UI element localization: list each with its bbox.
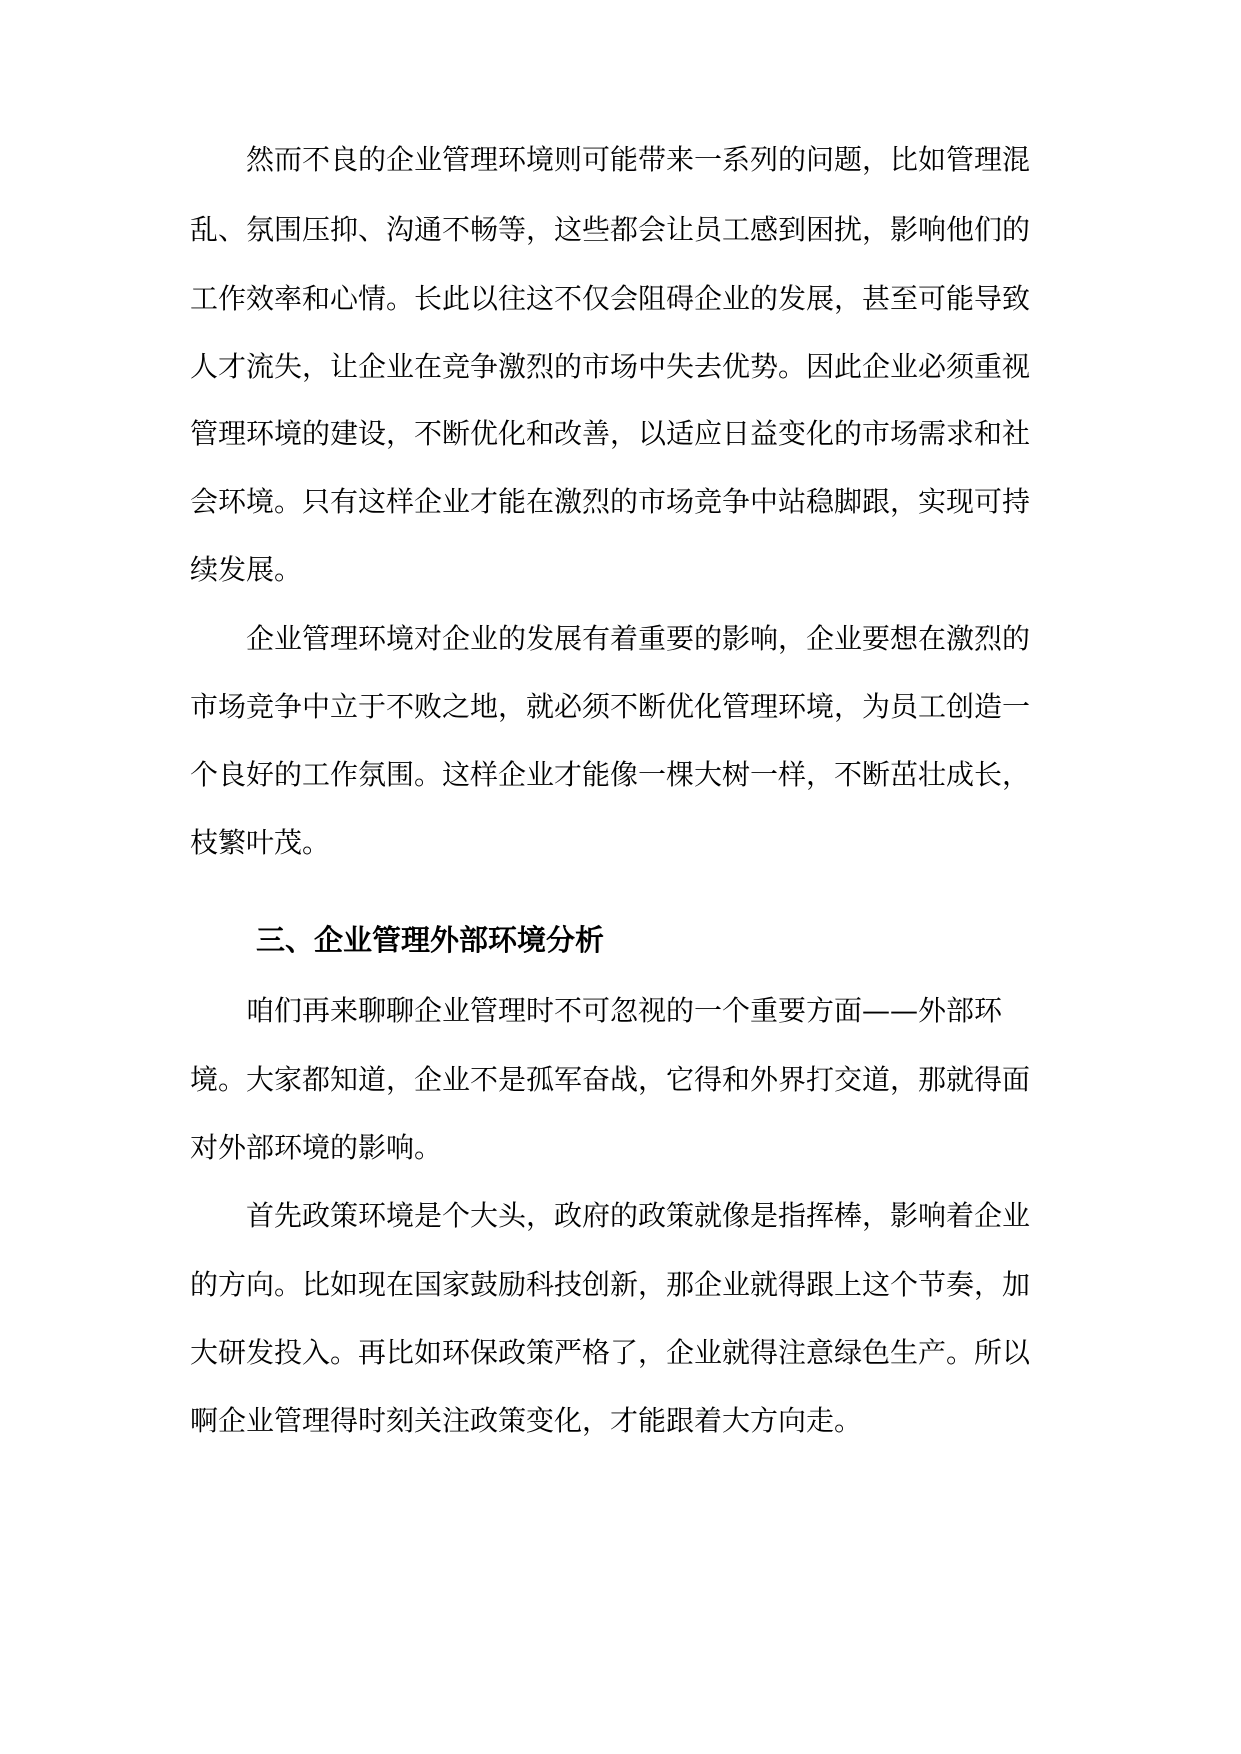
section-paragraph-1-line-1: 咱们再来聊聊企业管理时不可忽视的一个重要方面——外部环 [246, 994, 1003, 1027]
paragraph-1-line-1: 然而不良的企业管理环境则可能带来一系列的问题，比如管理混 [246, 143, 1031, 176]
paragraph-1-line-6: 会环境。只有这样企业才能在激烈的市场竞争中站稳脚跟，实现可持 [190, 485, 1031, 518]
paragraph-1-line-3: 工作效率和心情。长此以往这不仅会阻碍企业的发展，甚至可能导致 [190, 282, 1031, 315]
paragraph-2-line-2: 市场竞争中立于不败之地，就必须不断优化管理环境，为员工创造一 [190, 690, 1031, 723]
section-paragraph-2-line-4: 啊企业管理得时刻关注政策变化，才能跟着大方向走。 [190, 1404, 863, 1437]
paragraph-1-line-4: 人才流失，让企业在竞争激烈的市场中失去优势。因此企业必须重视 [190, 350, 1031, 383]
paragraph-1-line-2: 乱、氛围压抑、沟通不畅等，这些都会让员工感到困扰，影响他们的 [190, 213, 1031, 246]
section-paragraph-2-line-2: 的方向。比如现在国家鼓励科技创新，那企业就得跟上这个节奏，加 [190, 1268, 1031, 1301]
paragraph-2-line-3: 个良好的工作氛围。这样企业才能像一棵大树一样，不断茁壮成长， [190, 758, 1031, 791]
paragraph-1-line-5: 管理环境的建设，不断优化和改善，以适应日益变化的市场需求和社 [190, 417, 1031, 450]
paragraph-2-line-4: 枝繁叶茂。 [190, 826, 331, 859]
paragraph-2-line-1: 企业管理环境对企业的发展有着重要的影响，企业要想在激烈的 [246, 622, 1031, 655]
paragraph-1-line-7: 续发展。 [190, 553, 303, 586]
section-paragraph-2-line-1: 首先政策环境是个大头，政府的政策就像是指挥棒，影响着企业 [246, 1199, 1031, 1232]
section-heading: 三、企业管理外部环境分析 [256, 923, 605, 957]
section-paragraph-1-line-3: 对外部环境的影响。 [190, 1131, 443, 1164]
section-paragraph-2-line-3: 大研发投入。再比如环保政策严格了，企业就得注意绿色生产。所以 [190, 1336, 1031, 1369]
section-paragraph-1-line-2: 境。大家都知道，企业不是孤军奋战，它得和外界打交道，那就得面 [190, 1063, 1031, 1096]
